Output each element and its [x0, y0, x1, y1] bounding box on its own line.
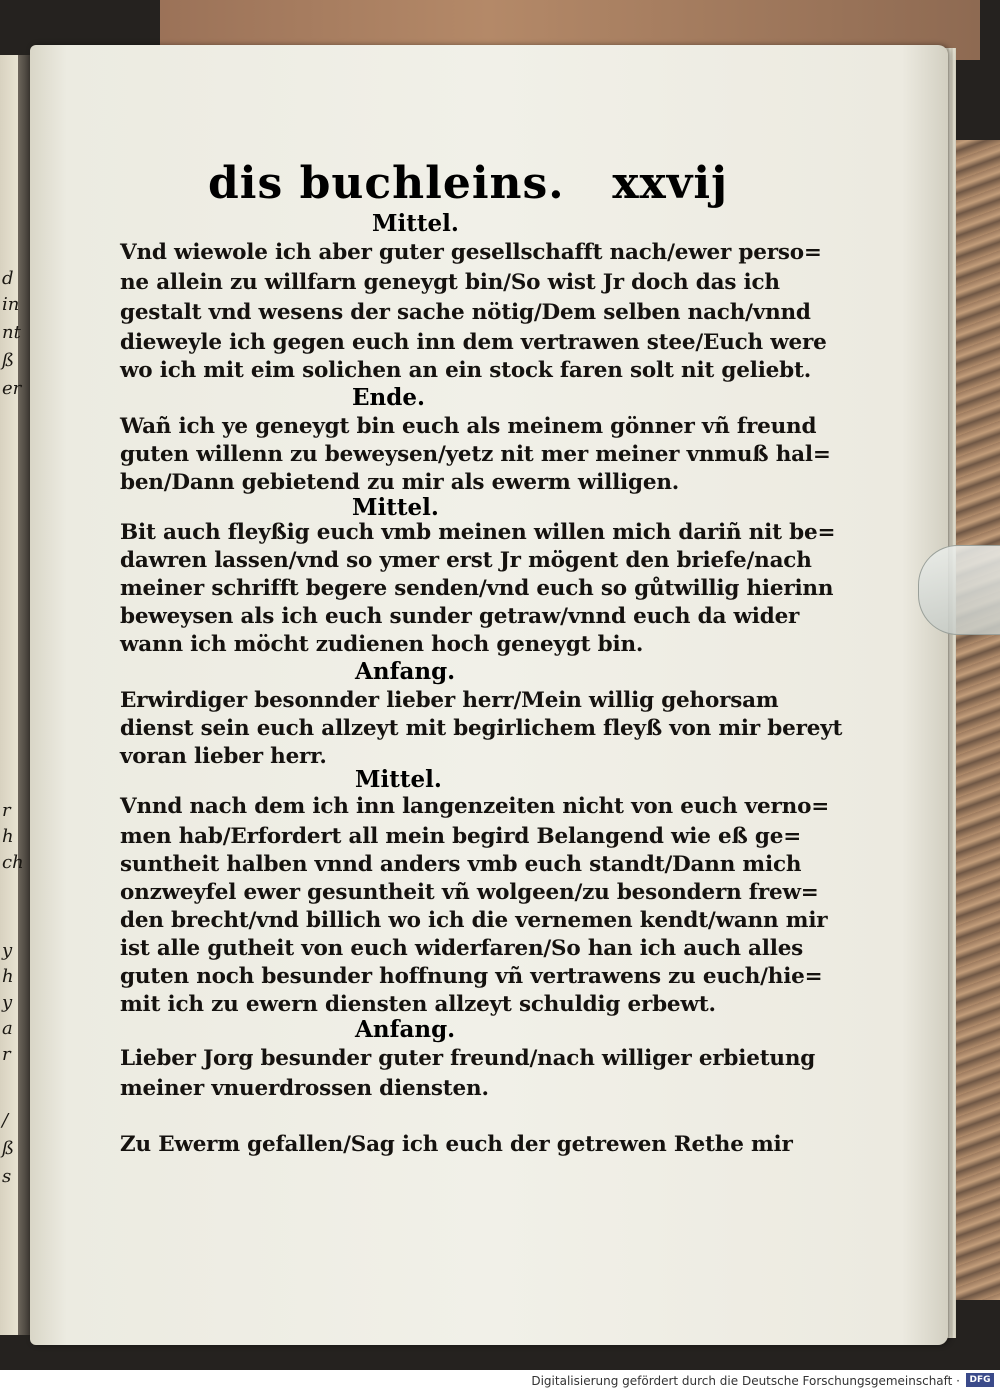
section-heading: Anfang.	[355, 1016, 456, 1043]
text-line: gestalt vnd wesens der sache nötig/Dem selben nach/vnnd	[120, 300, 811, 325]
left-fragment: r	[2, 1044, 11, 1065]
left-fragment: ß	[2, 350, 15, 371]
text-line: dienst sein euch allzeyt mit begirlichem fleyß von mir bereyt	[120, 716, 843, 741]
text-line: ben/Dann gebietend zu mir als ewerm willigen.	[120, 470, 680, 495]
section-heading: Ende.	[352, 384, 425, 411]
footer-credit: Digitalisierung gefördert durch die Deutsche Forschungsgemeinschaft ·	[531, 1374, 960, 1388]
text-line: Erwirdiger besonnder lieber herr/Mein willig gehorsam	[120, 688, 779, 713]
folio-number: xxvij	[612, 158, 728, 209]
left-fragment: y	[2, 940, 13, 961]
left-fragment: /	[2, 1110, 9, 1131]
text-line: den brecht/vnd billich wo ich die vernemen kendt/wann mir	[120, 908, 828, 933]
text-line: dawren lassen/vnd so ymer erst Jr mögent den briefe/nach	[120, 548, 812, 573]
page-clip	[918, 545, 1000, 635]
section-heading: Anfang.	[355, 658, 456, 685]
running-title: dis buchleins.	[208, 158, 565, 209]
text-line: dieweyle ich gegen euch inn dem vertrawen stee/Euch were	[120, 330, 827, 355]
running-header	[208, 158, 728, 218]
dfg-logo: DFG	[966, 1373, 994, 1387]
text-line: wann ich möcht zudienen hoch geneygt bin.	[120, 632, 644, 657]
text-line: ist alle gutheit von euch widerfaren/So han ich auch alles	[120, 936, 804, 961]
left-fragment: d	[2, 268, 14, 289]
text-line: ne allein zu willfarn geneygt bin/So wist Jr doch das ich	[120, 270, 780, 295]
text-line: Bit auch fleyßig euch vmb meinen willen mich dariñ nit be=	[120, 520, 836, 545]
left-fragment: ch	[2, 852, 24, 873]
text-line: Vnnd nach dem ich inn langenzeiten nicht von euch verno=	[120, 794, 830, 819]
text-line: men hab/Erfordert all mein begird Belangend wie eß ge=	[120, 824, 802, 849]
section-heading: Mittel.	[372, 210, 459, 237]
section-heading: Mittel.	[352, 494, 439, 521]
text-line: meiner schrifft begere senden/vnd euch so gůtwillig hierinn	[120, 576, 834, 601]
left-fragment: y	[2, 992, 13, 1013]
marbled-endpaper	[952, 140, 1000, 1300]
section-heading: Mittel.	[355, 766, 442, 793]
text-line: Lieber Jorg besunder guter freund/nach williger erbietung	[120, 1046, 816, 1071]
text-line: voran lieber herr.	[120, 744, 327, 769]
left-fragment: s	[2, 1166, 12, 1187]
left-fragment: h	[2, 826, 14, 847]
left-fragment: er	[2, 378, 22, 399]
left-fragment: a	[2, 1018, 13, 1039]
text-line: Wañ ich ye geneygt bin euch als meinem gönner vñ freund	[120, 414, 817, 439]
left-fragment: h	[2, 966, 14, 987]
left-fragment: in	[2, 294, 20, 315]
text-line: Vnd wiewole ich aber guter gesellschafft nach/ewer perso=	[120, 240, 822, 265]
text-line: beweysen als ich euch sunder getraw/vnnd euch da wider	[120, 604, 800, 629]
text-line: meiner vnuerdrossen diensten.	[120, 1076, 489, 1101]
text-line: Zu Ewerm gefallen/Sag ich euch der getrewen Rethe mir	[120, 1132, 793, 1157]
text-line: guten noch besunder hoffnung vñ vertrawens zu euch/hie=	[120, 964, 823, 989]
text-line: mit ich zu ewern diensten allzeyt schuldig erbewt.	[120, 992, 716, 1017]
text-line: onzweyfel ewer gesuntheit vñ wolgeen/zu besondern frew=	[120, 880, 819, 905]
text-line: wo ich mit eim solichen an ein stock faren solt nit geliebt.	[120, 358, 812, 383]
left-fragment: r	[2, 800, 11, 821]
left-fragment: nt	[2, 322, 21, 343]
text-line: guten willenn zu beweysen/yetz nit mer meiner vnmuß hal=	[120, 442, 831, 467]
text-line: suntheit halben vnnd anders vmb euch standt/Dann mich	[120, 852, 802, 877]
left-fragment: ß	[2, 1138, 15, 1159]
